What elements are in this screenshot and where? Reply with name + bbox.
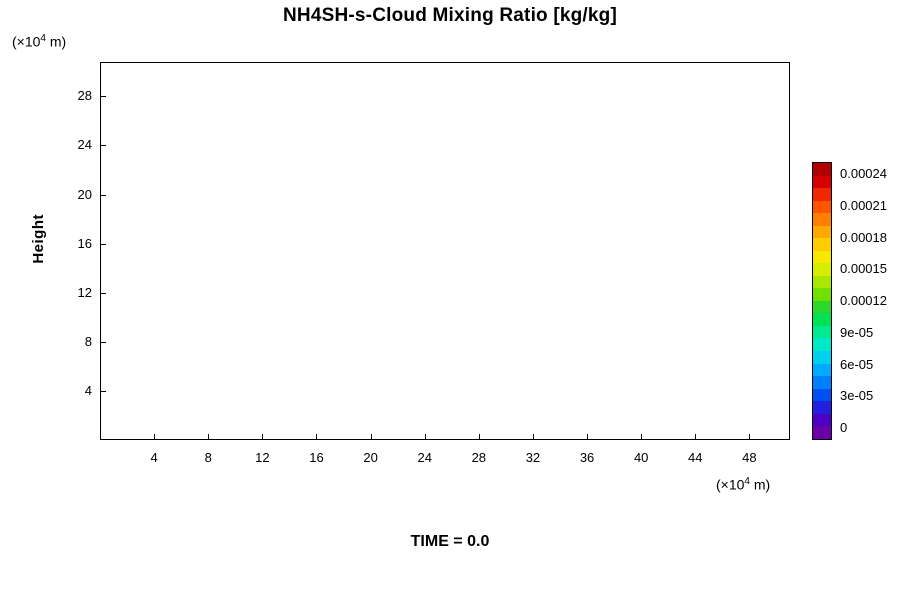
y-tick-mark [100, 391, 106, 392]
colorbar [812, 162, 832, 440]
x-tick-label: 8 [204, 450, 212, 465]
x-tick-label: 28 [471, 450, 487, 465]
colorbar-tick-label: 0.00012 [840, 293, 887, 308]
colorbar-segment [813, 338, 831, 351]
y-tick-label: 24 [77, 137, 92, 153]
x-tick-label: 44 [688, 450, 703, 465]
y-tick-mark [100, 244, 106, 245]
colorbar-segment [813, 276, 831, 289]
x-units-exponent: 4 [744, 476, 750, 487]
y-tick-mark [100, 342, 106, 343]
colorbar-segment [813, 401, 831, 414]
colorbar-tick-label: 0 [840, 420, 848, 435]
colorbar-segment [813, 163, 831, 176]
colorbar-tick-label: 0.00024 [840, 166, 887, 181]
x-tick-label: 12 [255, 450, 270, 465]
x-tick-label: 16 [309, 450, 324, 465]
y-tick-label: 20 [77, 186, 92, 202]
colorbar-segment [813, 313, 831, 326]
y-units-prefix: (×10 [12, 33, 41, 50]
x-tick-mark [154, 434, 155, 440]
x-tick-mark [479, 434, 480, 440]
x-tick-label: 32 [525, 450, 541, 465]
x-tick-mark [316, 434, 317, 440]
colorbar-segment [813, 389, 831, 402]
y-tick-mark [100, 293, 106, 294]
colorbar-segment [813, 288, 831, 301]
colorbar-segment [813, 188, 831, 201]
colorbar-segment [813, 376, 831, 389]
y-axis-label: Height [30, 214, 47, 264]
colorbar-tick-label: 3e-05 [840, 388, 874, 404]
x-tick-mark [587, 434, 588, 440]
colorbar-segment [813, 213, 831, 226]
x-tick-label: 4 [150, 450, 158, 465]
colorbar-tick-label: 0.00018 [840, 229, 887, 245]
chart-title: NH4SH-s-Cloud Mixing Ratio [kg/kg] [282, 5, 618, 26]
colorbar-segment [813, 426, 831, 439]
x-axis-units-label [716, 476, 770, 493]
y-tick-label: 16 [77, 235, 92, 251]
colorbar-segment [813, 201, 831, 214]
y-tick-label: 4 [84, 382, 92, 398]
x-tick-mark [749, 434, 750, 440]
x-tick-label: 40 [633, 450, 649, 465]
y-units-exponent: 4 [40, 33, 46, 44]
plot-area [100, 62, 790, 440]
x-tick-mark [641, 434, 642, 440]
colorbar-segment [813, 176, 831, 189]
y-axis-units-label [12, 33, 66, 50]
colorbar-segment [813, 238, 831, 251]
y-tick-label: 28 [77, 88, 92, 104]
colorbar-segment [813, 263, 831, 276]
x-tick-mark [208, 434, 209, 440]
colorbar-tick-label: 6e-05 [840, 356, 874, 372]
colorbar-segment [813, 301, 831, 314]
x-tick-mark [695, 434, 696, 440]
x-tick-label: 24 [417, 450, 432, 465]
x-units-prefix: (×10 [716, 476, 745, 493]
x-tick-mark [425, 434, 426, 440]
x-tick-mark [371, 434, 372, 440]
colorbar-tick-label: 9e-05 [840, 324, 874, 340]
x-tick-label: 48 [742, 450, 757, 465]
x-tick-label: 20 [363, 450, 378, 465]
y-tick-mark [100, 145, 106, 146]
y-tick-mark [100, 195, 106, 196]
y-tick-label: 12 [77, 284, 92, 300]
colorbar-segment [813, 226, 831, 239]
colorbar-tick-label: 0.00021 [840, 197, 887, 213]
y-tick-label: 8 [84, 333, 92, 349]
colorbar-segment [813, 414, 831, 427]
y-tick-mark [100, 96, 106, 97]
colorbar-segment [813, 251, 831, 264]
colorbar-segment [813, 364, 831, 377]
colorbar-segment [813, 351, 831, 364]
colorbar-tick-label: 0.00015 [840, 261, 887, 277]
colorbar-segment [813, 326, 831, 339]
time-label: TIME = 0.0 [410, 533, 490, 550]
y-units-suffix: m) [45, 33, 67, 50]
x-units-suffix: m) [749, 476, 771, 493]
x-tick-label: 36 [579, 450, 595, 465]
x-tick-mark [533, 434, 534, 440]
x-tick-mark [262, 434, 263, 440]
